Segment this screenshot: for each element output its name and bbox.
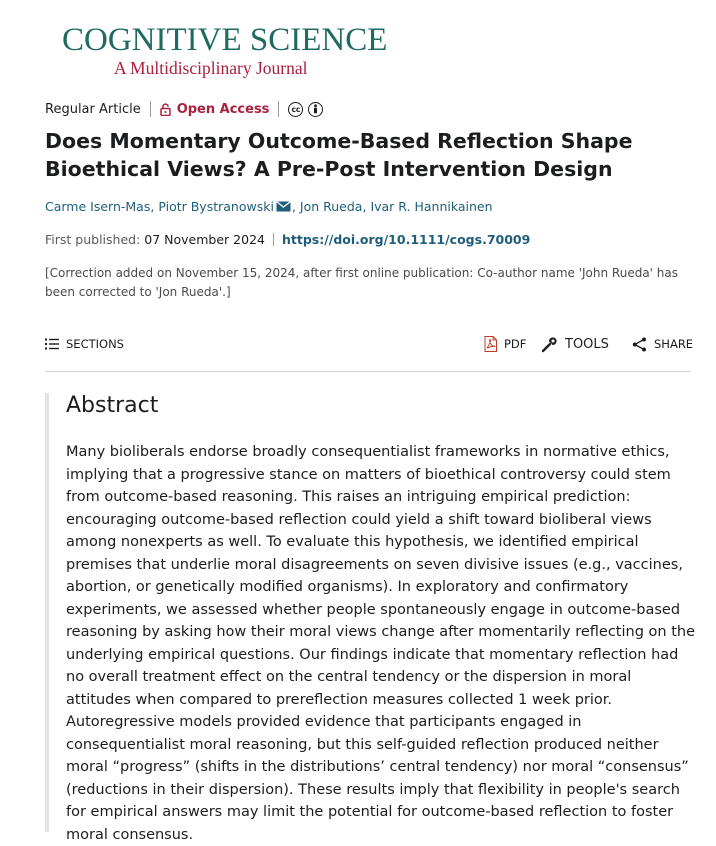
share-icon (632, 337, 647, 352)
divider (273, 233, 274, 246)
creative-commons-icon[interactable]: cc (288, 102, 303, 117)
open-access-badge (160, 102, 270, 117)
journal-subtitle: A Multidisciplinary Journal (114, 58, 308, 78)
publication-info (45, 232, 530, 247)
list-icon (45, 338, 59, 350)
article-title: Does Momentary Outcome-Based Reflection Shape Bioethical Views? A Pre-Post Intervention Design (45, 129, 633, 181)
tools-button[interactable] (541, 333, 609, 355)
author-link[interactable]: Ivar R. Hannikainen (370, 199, 493, 214)
doi-link[interactable]: https://doi.org/10.1111/cogs.70009 (281, 232, 531, 247)
envelope-icon[interactable] (276, 201, 291, 212)
share-button[interactable] (632, 333, 693, 355)
sections-label: SECTIONS (66, 337, 124, 351)
article-type: Regular Article (45, 101, 141, 117)
pdf-label: PDF (504, 337, 527, 351)
pdf-button[interactable] (484, 333, 526, 355)
tools-label: TOOLS (565, 336, 609, 352)
author-link[interactable]: Carme Isern-Mas (45, 199, 151, 214)
abstract-heading: Abstract (66, 393, 159, 418)
journal-logo[interactable] (62, 22, 387, 78)
abstract-text: Many bioliberals endorse broadly consequentialist frameworks in normative ethics, implying that a progressive stance on matters of bioethical controversy could stem from outcome-based reasoning. This raises an intriguing empirical prediction: encouraging outcome-based reflection could yield a shift toward bioliberal views among nonexperts as well. To evaluate this hypothesis, we identified empirical premises that underlie moral disagreements on seven divisive issues (e.g., vaccines, abortion, or genetically modified organisms). In exploratory and confirmatory experiments, we assessed whether people spontaneously engage in outcome-based reasoning by asking how their moral views change after momentarily reflecting on the underlying empirical questions. Our findings indicate that momentary reflection had no overall treatment effect on the central tendency or the dispersion in moral attitudes when compared to prereflection measures collected 1 week prior. Autoregressive models provided evidence that participants engaged in consequentialist moral reasoning, but this self-guided reflection produced neither moral “progress” (shifts in the distributions’ central tendency) nor moral “consensus” (reductions in their dispersion). These results imply that flexibility in people's search for empirical answers may limit the potential for outcome-based reflection to foster moral consensus. (66, 444, 695, 843)
author-link[interactable]: Jon Rueda (299, 199, 363, 214)
share-label: SHARE (654, 337, 694, 351)
unlock-icon (160, 103, 171, 116)
divider (278, 101, 279, 117)
correction-note: [Correction added on November 15, 2024, after first online publication: Co-author name 'John Rueda' has been corrected to 'Jon Rueda'.] (45, 266, 678, 299)
author-link[interactable]: Piotr Bystranowski (158, 199, 274, 214)
abstract-accent-bar (45, 393, 49, 832)
first-published-label: First published: (45, 232, 141, 247)
first-published-date: 07 November 2024 (144, 232, 265, 247)
journal-name: COGNITIVE SCIENCE (62, 22, 388, 58)
article-toolbar (45, 333, 694, 355)
article-meta-row (45, 99, 328, 119)
pdf-icon (484, 336, 497, 352)
open-access-label: Open Access (176, 101, 270, 117)
attribution-icon[interactable] (308, 102, 323, 117)
section-divider (45, 371, 691, 372)
divider (150, 101, 151, 117)
sections-button[interactable] (45, 333, 124, 355)
author-list: Carme Isern-Mas , Piotr Bystranowski , Jon Rueda , Ivar R. Hannikainen (45, 199, 493, 214)
wrench-icon (541, 336, 558, 353)
